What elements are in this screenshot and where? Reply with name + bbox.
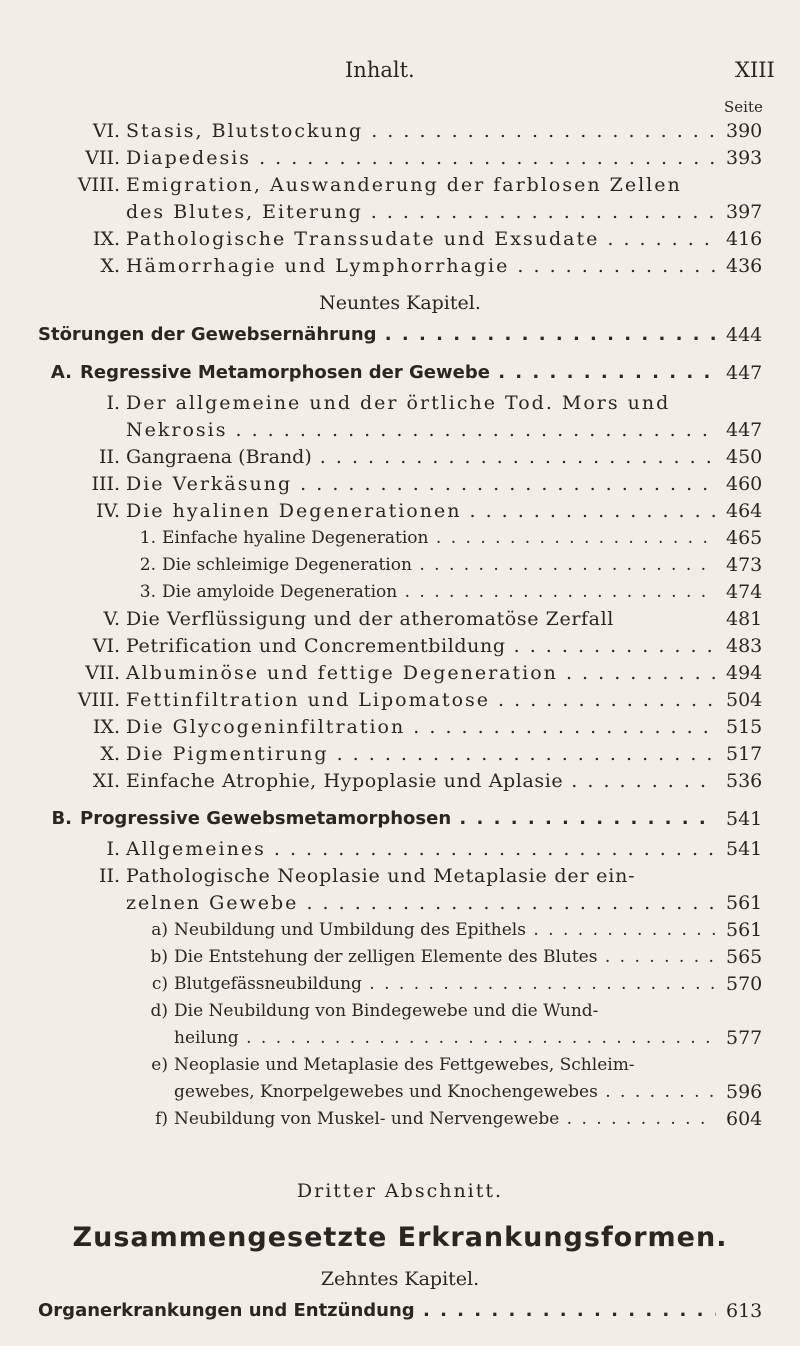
toc-subentry: f) Neubildung von Muskel- und Nervengewebe . . . 604 <box>0 1106 800 1132</box>
section-entry: B. Progressive Gewebsmetamorphosen . . . 541 <box>0 806 800 832</box>
toc-subentry: c) Blutgefässneubildung . . . 570 <box>0 971 800 997</box>
toc-entry: VIII. Emigration, Auswanderung der farblosen Zellen <box>77 174 682 196</box>
toc-entry: II. Gangraena (Brand) . . . 450 <box>0 444 800 470</box>
toc-subentry: d) Die Neubildung von Bindegewebe und die Wund- <box>150 1001 599 1021</box>
toc-entry: VII. Albuminöse und fettige Degeneration . . . 494 <box>0 660 800 686</box>
header-page-number: XIII <box>735 58 775 82</box>
toc-subentry: e) Neoplasie und Metaplasie des Fettgewebes, Schleim- <box>151 1055 635 1075</box>
toc-entry: III. Die Verkäsung . . . 460 <box>0 471 800 497</box>
header-title: Inhalt. <box>345 58 415 82</box>
toc-entry: zelnen Gewebe . . . 561 <box>0 890 800 916</box>
toc-subentry: a) Neubildung und Umbildung des Epithels . . . 561 <box>0 917 800 943</box>
toc-subentry: 3. Die amyloide Degeneration . . . 474 <box>0 579 800 605</box>
chapter-entry: Störungen der Gewebsernährung . . . 444 <box>0 322 800 348</box>
section-entry: A. Regressive Metamorphosen der Gewebe . . . 447 <box>0 360 800 386</box>
chapter-heading: Neuntes Kapitel. <box>319 292 481 314</box>
section-label: Dritter Abschnitt. <box>296 1180 504 1202</box>
toc-entry: V. Die Verflüssigung und der atheromatöse Zerfall 481 <box>103 608 763 630</box>
toc-subentry: 2. Die schleimige Degeneration . . . 473 <box>0 552 800 578</box>
toc-entry: IX. Pathologische Transsudate und Exsudate . . . 416 <box>0 226 800 252</box>
toc-subentry: 1. Einfache hyaline Degeneration . . . 465 <box>0 525 800 551</box>
toc-entry: VI. Stasis, Blutstockung . . . 390 <box>0 118 800 144</box>
toc-entry: des Blutes, Eiterung . . . 397 <box>0 199 800 225</box>
section-title: Zusammengesetzte Erkrankungsformen. <box>72 1222 728 1253</box>
toc-entry: IX. Die Glycogeninfiltration . . . 515 <box>0 714 800 740</box>
toc-entry: IV. Die hyalinen Degenerationen . . . 464 <box>0 498 800 524</box>
toc-entry: I. Allgemeines . . . 541 <box>0 836 800 862</box>
toc-entry: II. Pathologische Neoplasie und Metaplasie der ein- <box>98 865 636 887</box>
chapter-heading: Zehntes Kapitel. <box>320 1268 480 1290</box>
page-header <box>0 58 800 88</box>
toc-entry: VI. Petrification und Concrementbildung . . . 483 <box>0 633 800 659</box>
toc-subentry: b) Die Entstehung der zelligen Elemente des Blutes . . . 565 <box>0 944 800 970</box>
page-column-label: Seite <box>724 98 763 116</box>
toc-entry: VIII. Fettinfiltration und Lipomatose . . . 504 <box>0 687 800 713</box>
toc-entry: X. Hämorrhagie und Lymphorrhagie . . . 436 <box>0 253 800 279</box>
toc-entry: X. Die Pigmentirung . . . 517 <box>0 741 800 767</box>
chapter-entry: Organerkrankungen und Entzündung . . . 613 <box>0 1298 800 1324</box>
toc-entry: Nekrosis . . . 447 <box>0 417 800 443</box>
toc-entry: I. Der allgemeine und der örtliche Tod. Mors und <box>106 392 671 414</box>
toc-entry: XI. Einfache Atrophie, Hypoplasie und Aplasie . . . 536 <box>0 768 800 794</box>
toc-subentry: gewebes, Knorpelgewebes und Knochengewebes . . . 596 <box>0 1079 800 1105</box>
toc-entry: VII. Diapedesis . . . 393 <box>0 145 800 171</box>
toc-subentry: heilung . . . 577 <box>0 1025 800 1051</box>
